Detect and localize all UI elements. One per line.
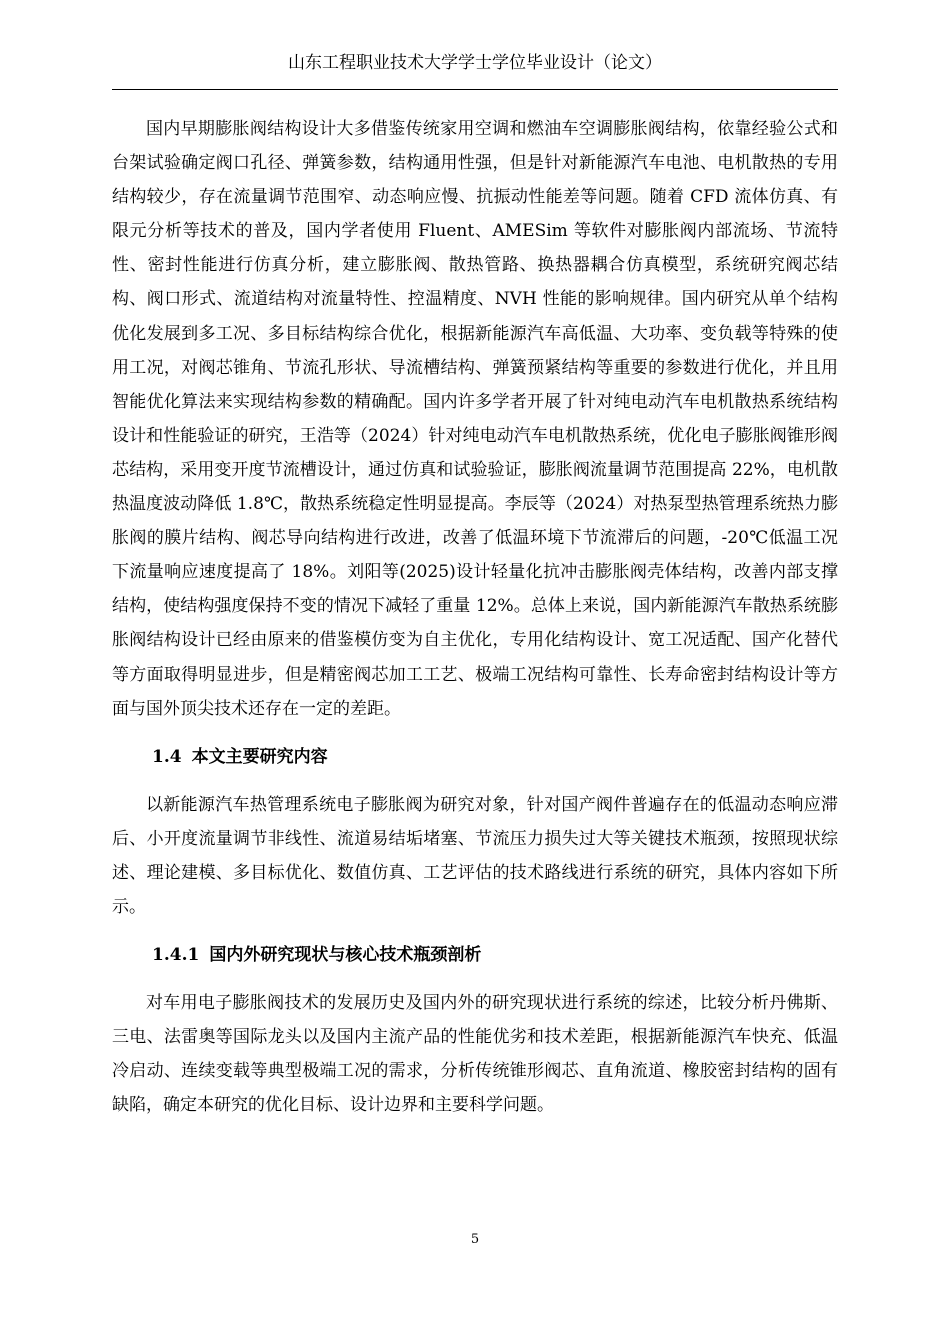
header-title: 山东工程职业技术大学学士学位毕业设计（论文） [288,53,662,73]
subsection-number: 1.4.1 [152,945,200,966]
section-number: 1.4 [152,746,182,767]
body-paragraph: 以新能源汽车热管理系统电子膨胀阀为研究对象，针对国产阀件普遍存在的低温动态响应滞后、小开度流量调节非线性、流道易结垢堵塞、节流压力损失过大等关键技术瓶颈，按照现状综述、理论建模、多目标优化、数值仿真、工艺评估的技术路线进行系统的研究，具体内容如下所示。 [112,794,838,917]
section-title: 本文主要研究内容 [191,746,328,767]
body-paragraph: 国内早期膨胀阀结构设计大多借鉴传统家用空调和燃油车空调膨胀阀结构，依靠经验公式和台架试验确定阀口孔径、弹簧参数，结构通用性强，但是针对新能源汽车电池、电机散热的专用结构较少，存在流量调节范围窄、动态响应慢、抗振动性能差等问题。随着 CFD 流体仿真、有限元分析等技术的普及，国内学者使用 Fluent、AMESim 等软件对膨胀阀内部流场、节流特性、密封性能进行仿真分析，建立膨胀阀、散热管路、换热器耦合仿真模型，系统研究阀芯结构、阀口形式、流道结构对流量特性、控温精度、NVH 性能的影响规律。国内研究从单个结构优化发展到多工况、多目标结构综合优化，根据新能源汽车高低温、大功率、变负载等特殊的使用工况，对阀芯锥角、节流孔形状、导流槽结构、弹簧预紧结构等重要的参数进行优化，并且用智能优化算法来实现结构参数的精确配。国内许多学者开展了针对纯电动汽车电机散热系统结构设计和性能验证的研究，王浩等（2024）针对纯电动汽车电机散热系统，优化电子膨胀阀锥形阀芯结构，采用变开度节流槽设计，通过仿真和试验验证，膨胀阀流量调节范围提高 22%，电机散热温度波动降低 1.8℃，散热系统稳定性明显提高。李辰等（2024）对热泵型热管理系统热力膨胀阀的膜片结构、阀芯导向结构进行改进，改善了低温环境下节流滞后的问题，-20℃低温工况下流量响应速度提高了 18%。刘阳等(2025)设计轻量化抗冲击膨胀阀壳体结构，改善内部支撑结构，使结构强度保持不变的情况下减轻了重量 12%。总体上来说，国内新能源汽车散热系统膨胀阀结构设计已经由原来的借鉴模仿变为自主优化，专用化结构设计、宽工况适配、国产化替代等方面取得明显进步，但是精密阀芯加工工艺、极端工况结构可靠性、长寿命密封结构设计等方面与国外顶尖技术还存在一定的差距。 [112,119,838,719]
page-header [112,48,838,90]
page-body [112,112,838,1122]
body-paragraph: 对车用电子膨胀阀技术的发展历史及国内外的研究现状进行系统的综述，比较分析丹佛斯、三电、法雷奥等国际龙头以及国内主流产品的性能优劣和技术差距，根据新能源汽车快充、低温冷启动、连续变载等典型极端工况的需求，分析传统锥形阀芯、直角流道、橡胶密封结构的固有缺陷，确定本研究的优化目标、设计边界和主要科学问题。 [112,993,838,1116]
subsection-title: 国内外研究现状与核心技术瓶颈剖析 [209,945,482,966]
section-heading [112,726,838,788]
page-number: 5 [470,1232,480,1247]
subsection-heading [112,924,838,986]
